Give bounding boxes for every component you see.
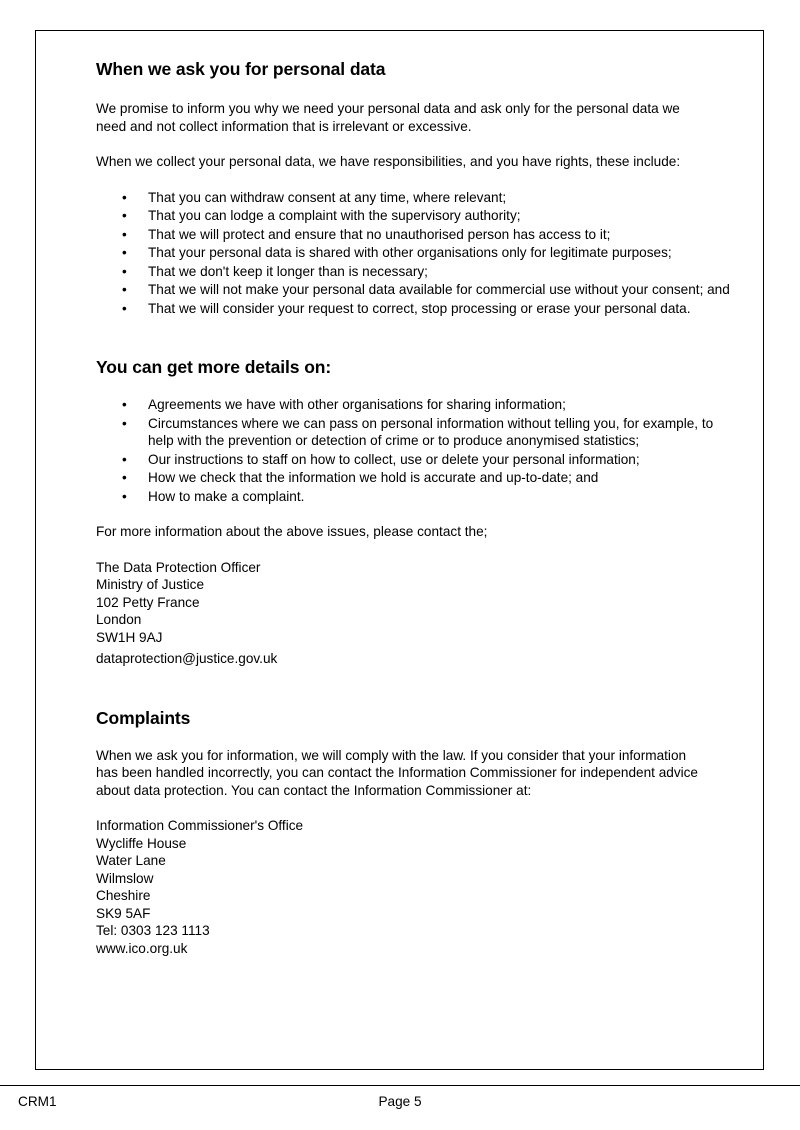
list-item: • That your personal data is shared with other organisations only for legitimate purposes; (148, 244, 731, 262)
website-url: www.ico.org.uk (96, 940, 188, 956)
address-line: The Data Protection Officer (96, 559, 261, 575)
list-item: • Agreements we have with other organisations for sharing information; (148, 396, 731, 414)
list-item: • That you can lodge a complaint with the supervisory authority; (148, 207, 731, 225)
address-line: Wilmslow (96, 870, 154, 886)
section-heading-personal-data: When we ask you for personal data (96, 59, 386, 79)
address-information-commissioner (96, 817, 731, 957)
paragraph-complaints: When we ask you for information, we will comply with the law. If you consider that your information has been handled incorrectly, you can contact the Information Commissioner for independent advice about data protection. You can contact the Information Commissioner at: (96, 747, 698, 798)
list-item: • How to make a complaint. (148, 488, 731, 506)
email-address: dataprotection@justice.gov.uk (96, 651, 278, 666)
address-line: Wycliffe House (96, 835, 187, 851)
page-footer (0, 1085, 800, 1114)
list-item: • That we will protect and ensure that no unauthorised person has access to it; (148, 226, 731, 244)
paragraph-responsibilities: When we collect your personal data, we have responsibilities, and you have rights, these include: (96, 154, 681, 169)
address-line: SW1H 9AJ (96, 629, 163, 645)
address-line: SK9 5AF (96, 905, 151, 921)
list-item: • That you can withdraw consent at any time, where relevant; (148, 189, 731, 207)
section-heading-complaints: Complaints (96, 707, 191, 728)
list-item: • That we will not make your personal data available for commercial use without your consent; and (148, 281, 731, 299)
list-item: • That we don't keep it longer than is necessary; (148, 263, 731, 281)
page-content (36, 31, 763, 957)
document-page (35, 30, 764, 1070)
address-line: 102 Petty France (96, 594, 200, 610)
section-heading-more-details: You can get more details on: (96, 357, 332, 377)
footer-inner (0, 1094, 800, 1114)
list-item: • Our instructions to staff on how to collect, use or delete your personal information; (148, 451, 731, 469)
address-line: Ministry of Justice (96, 577, 205, 592)
address-line: Information Commissioner's Office (96, 818, 304, 833)
list-item: • How we check that the information we hold is accurate and up-to-date; and (148, 469, 731, 487)
list-more-details (96, 396, 731, 505)
list-rights (96, 189, 731, 318)
footer-form-code: CRM1 (18, 1094, 57, 1109)
address-line: Water Lane (96, 853, 166, 868)
list-item: • That we will consider your request to correct, stop processing or erase your personal data. (148, 300, 731, 318)
list-item: • Circumstances where we can pass on personal information without telling you, for example, to help with the prevention or detection of crime or to produce anonymised statistics; (148, 415, 731, 450)
paragraph-contact: For more information about the above issues, please contact the; (96, 524, 488, 539)
address-data-protection-officer (96, 559, 731, 668)
paragraph-promise: We promise to inform you why we need your personal data and ask only for the personal data we need and not collect information that is irrelevant or excessive. (96, 101, 680, 134)
address-line: London (96, 612, 142, 627)
phone-number: Tel: 0303 123 1113 (96, 923, 210, 938)
address-line: Cheshire (96, 888, 151, 903)
footer-page-number: Page 5 (378, 1094, 422, 1109)
